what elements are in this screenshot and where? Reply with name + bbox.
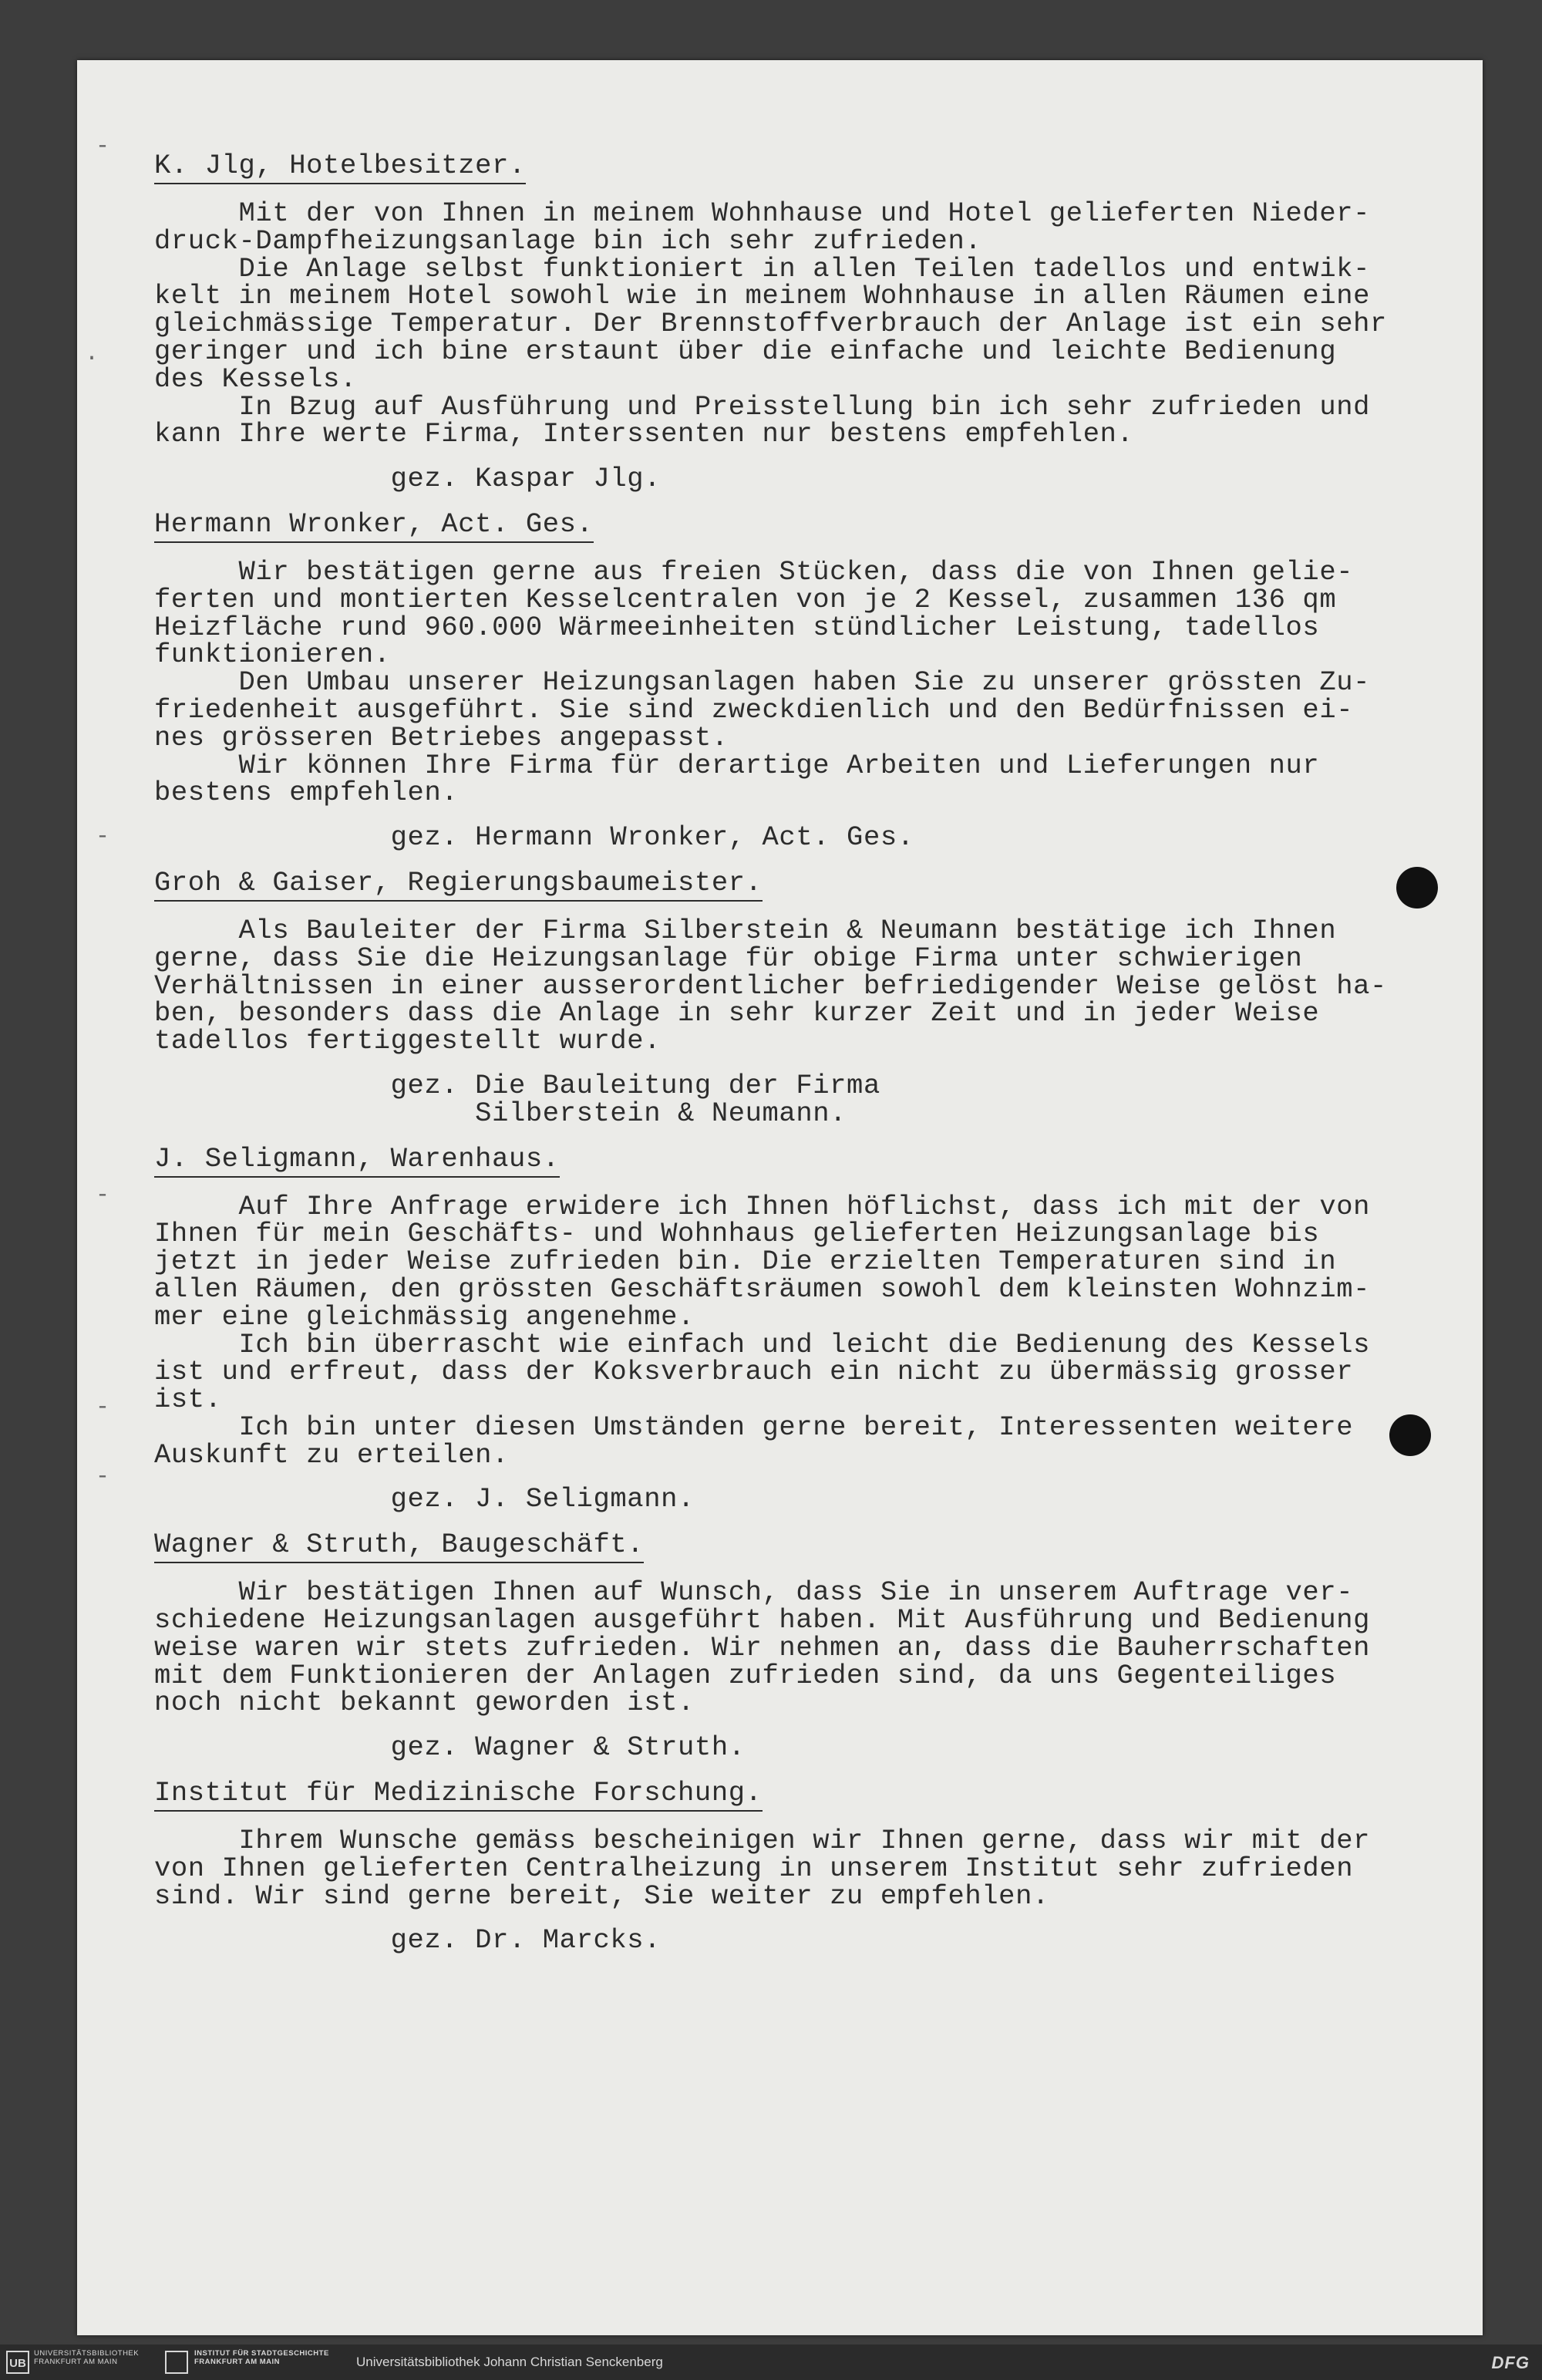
dfg-logo: DFG	[1491, 2353, 1530, 2372]
text-line: druck-Dampfheizungsanlage bin ich sehr zufrieden.	[154, 224, 982, 257]
text-line: kann Ihre werte Firma, Interssenten nur bestens empfehlen.	[154, 418, 1134, 450]
text-line: jetzt in jeder Weise zufrieden bin. Die erzielten Temperaturen sind in	[154, 1246, 1337, 1278]
text-line: funktionieren.	[154, 639, 391, 671]
entry-heading: K. Jlg, Hotelbesitzer.	[154, 151, 526, 184]
text-line: In Bzug auf Ausführung und Preisstellung bin ich sehr zufrieden und	[154, 390, 1371, 423]
text-line: kelt in meinem Hotel sowohl wie in meinem Wohnhause in allen Räumen eine	[154, 280, 1371, 312]
text-line: bestens empfehlen.	[154, 777, 459, 809]
text-line: Wir bestätigen gerne aus freien Stücken, dass die von Ihnen gelie-	[154, 555, 1354, 588]
entry-body	[154, 555, 1480, 809]
entry-body	[154, 1190, 1480, 1471]
text-line: nes grösseren Betriebes angepasst.	[154, 721, 729, 753]
text-line: ben, besonders dass die Anlage in sehr kurzer Zeit und in jeder Weise	[154, 997, 1320, 1030]
testimonial-entry	[154, 507, 1480, 854]
testimonial-entry	[154, 868, 1480, 1128]
text-line: tadellos fertiggestellt wurde.	[154, 1025, 662, 1057]
text-line: allen Räumen, den grössten Geschäftsräumen sowohl dem kleinsten Wohnzim-	[154, 1273, 1371, 1305]
text-line: geringer und ich bine erstaunt über die einfache und leichte Bedienung	[154, 335, 1337, 367]
text-line: Ich bin überrascht wie einfach und leicht die Bedienung des Kessels	[154, 1328, 1371, 1360]
text-line: noch nicht bekannt geworden ist.	[154, 1687, 695, 1719]
text-line: gleichmässige Temperatur. Der Brennstoffverbrauch der Anlage ist ein sehr	[154, 308, 1387, 340]
text-line: ist und erfreut, dass der Koksverbrauch ein nicht zu übermässig grosser	[154, 1356, 1354, 1388]
testimonial-entry	[154, 151, 1480, 493]
text-line: Den Umbau unserer Heizungsanlagen haben Sie zu unserer grössten Zu-	[154, 666, 1371, 699]
text-line: ferten und montierten Kesselcentralen von je 2 Kessel, zusammen 136 qm	[154, 583, 1337, 615]
testimonial-entry	[154, 1529, 1480, 1764]
margin-mark: -	[96, 1394, 110, 1421]
text-line: Als Bauleiter der Firma Silberstein & Neumann bestätige ich Ihnen	[154, 914, 1337, 946]
text-line: mit dem Funktionieren der Anlagen zufrieden sind, da uns Gegenteiliges	[154, 1659, 1337, 1691]
text-line: Auskunft zu erteilen.	[154, 1438, 509, 1471]
entry-body	[154, 1827, 1480, 1910]
signature	[154, 821, 1480, 854]
text-line: weise waren wir stets zufrieden. Wir nehmen an, dass die Bauherrschaften	[154, 1631, 1371, 1664]
signature-line: gez. Hermann Wronker, Act. Ges.	[154, 821, 914, 854]
library-label: UNIVERSITÄTSBIBLIOTHEK FRANKFURT AM MAIN	[34, 2349, 140, 2366]
text-line: schiedene Heizungsanlagen ausgeführt haben. Mit Ausführung und Bedienung	[154, 1604, 1371, 1637]
signature-line: gez. J. Seligmann.	[154, 1483, 695, 1515]
entry-heading: Institut für Medizinische Forschung.	[154, 1778, 763, 1812]
testimonial-entry	[154, 1777, 1480, 1957]
entry-body	[154, 197, 1480, 450]
text-line: friedenheit ausgeführt. Sie sind zweckdienlich und den Bedürfnissen ei-	[154, 693, 1354, 726]
text-line: mer eine gleichmässig angenehme.	[154, 1300, 695, 1333]
text-line: Die Anlage selbst funktioniert in allen Teilen tadellos und entwik-	[154, 252, 1371, 285]
text-line: Wir bestätigen Ihnen auf Wunsch, dass Sie in unserem Auftrage ver-	[154, 1576, 1354, 1609]
text-line: Ich bin unter diesen Umständen gerne bereit, Interessenten weitere	[154, 1411, 1354, 1443]
margin-mark: -	[96, 824, 110, 850]
testimonial-entry	[154, 1144, 1480, 1514]
entry-heading: Hermann Wronker, Act. Ges.	[154, 510, 594, 543]
document-text	[154, 150, 1480, 1957]
signature	[154, 1924, 1480, 1957]
entry-body	[154, 1576, 1480, 1719]
text-line: sind. Wir sind gerne bereit, Sie weiter zu empfehlen.	[154, 1879, 1049, 1912]
signature	[154, 1069, 1480, 1129]
text-line: Heizfläche rund 960.000 Wärmeeinheiten stündlicher Leistung, tadellos	[154, 611, 1320, 643]
text-line: Verhältnissen in einer ausserordentlicher befriedigender Weise gelöst ha-	[154, 969, 1387, 1002]
signature-line: gez. Die Bauleitung der Firma	[154, 1069, 880, 1101]
entry-heading: J. Seligmann, Warenhaus.	[154, 1144, 560, 1178]
margin-mark: -	[96, 1464, 110, 1490]
text-line: Wir können Ihre Firma für derartige Arbeiten und Lieferungen nur	[154, 749, 1320, 781]
margin-mark: -	[96, 1182, 110, 1209]
margin-mark: ·	[85, 346, 99, 372]
text-line: ist.	[154, 1384, 222, 1416]
viewer-footer	[0, 2345, 1542, 2380]
text-line: gerne, dass Sie die Heizungsanlage für obige Firma unter schwierigen	[154, 942, 1303, 974]
entry-body	[154, 914, 1480, 1057]
text-line: Ihnen für mein Geschäfts- und Wohnhaus gelieferten Heizungsanlage bis	[154, 1218, 1320, 1250]
library-credit: Universitätsbibliothek Johann Christian Senckenberg	[356, 2355, 663, 2369]
entry-heading: Wagner & Struth, Baugeschäft.	[154, 1530, 644, 1563]
signature	[154, 465, 1480, 493]
text-line: von Ihnen gelieferten Centralheizung in unserem Institut sehr zufrieden	[154, 1852, 1354, 1884]
signature-line: Silberstein & Neumann.	[154, 1097, 847, 1129]
entry-heading: Groh & Gaiser, Regierungsbaumeister.	[154, 868, 763, 902]
text-line: des Kessels.	[154, 362, 357, 395]
text-line: Auf Ihre Anfrage erwidere ich Ihnen höflichst, dass ich mit der von	[154, 1190, 1371, 1222]
text-line: Mit der von Ihnen in meinem Wohnhause und Hotel gelieferten Nieder-	[154, 197, 1371, 229]
signature-line: gez. Kaspar Jlg.	[154, 463, 662, 495]
signature	[154, 1485, 1480, 1513]
ub-logo: UB	[6, 2351, 29, 2374]
institute-label: INSTITUT FÜR STADTGESCHICHTE FRANKFURT AM MAIN	[194, 2349, 329, 2366]
margin-mark: -	[96, 133, 110, 160]
signature-line: gez. Dr. Marcks.	[154, 1924, 662, 1957]
institute-logo-icon	[165, 2351, 188, 2374]
signature-line: gez. Wagner & Struth.	[154, 1731, 746, 1764]
signature	[154, 1731, 1480, 1764]
text-line: Ihrem Wunsche gemäss bescheinigen wir Ihnen gerne, dass wir mit der	[154, 1825, 1371, 1857]
